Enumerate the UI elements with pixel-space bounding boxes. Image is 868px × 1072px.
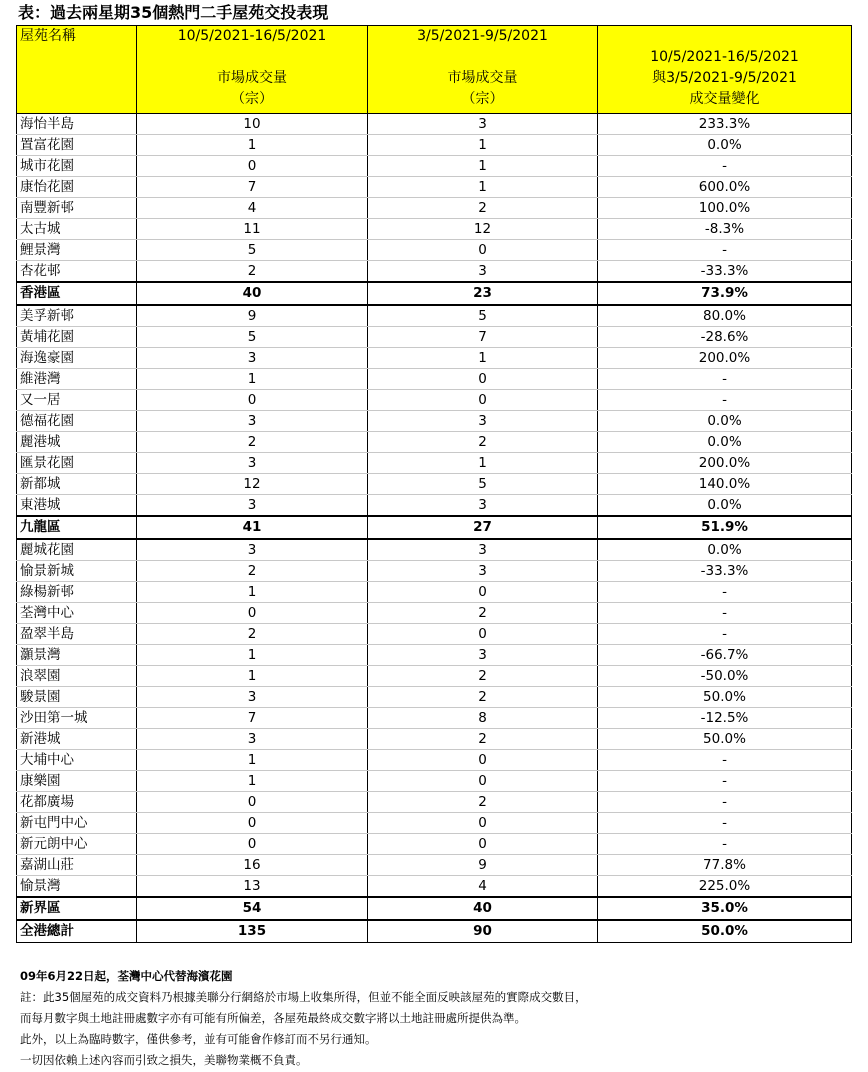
volume-change-cell: -28.6% <box>598 327 852 348</box>
estate-name-cell: 美孚新邨 <box>17 305 137 327</box>
table-row <box>17 390 852 411</box>
volume-change-cell: - <box>598 603 852 624</box>
footnote-replacement: 09年6月22日起，荃灣中心代替海濱花園 <box>20 969 233 983</box>
transaction-table <box>16 25 852 943</box>
table-row <box>17 369 852 390</box>
estate-name-cell: 新港城 <box>17 729 137 750</box>
estate-name-cell: 灝景灣 <box>17 645 137 666</box>
period1-volume-cell: 135 <box>137 920 368 943</box>
volume-change-cell: -33.3% <box>598 261 852 283</box>
period2-volume-cell: 5 <box>368 305 598 327</box>
period1-volume-cell: 1 <box>137 645 368 666</box>
estate-name-cell: 南豐新邨 <box>17 198 137 219</box>
estate-name-cell: 愉景新城 <box>17 561 137 582</box>
table-row <box>17 813 852 834</box>
period1-volume-cell: 1 <box>137 135 368 156</box>
period1-volume-cell: 7 <box>137 177 368 198</box>
estate-name-cell: 新界區 <box>17 897 137 920</box>
header-estate-name: 屋苑名稱 <box>17 26 137 114</box>
volume-change-cell: -66.7% <box>598 645 852 666</box>
table-row <box>17 582 852 603</box>
estate-name-cell: 杏花邨 <box>17 261 137 283</box>
volume-change-cell: - <box>598 240 852 261</box>
period1-volume-cell: 3 <box>137 687 368 708</box>
period1-volume-cell: 2 <box>137 432 368 453</box>
period2-volume-cell: 3 <box>368 411 598 432</box>
estate-name-cell: 太古城 <box>17 219 137 240</box>
period2-volume-cell: 0 <box>368 624 598 645</box>
period1-volume-cell: 12 <box>137 474 368 495</box>
table-row <box>17 539 852 561</box>
volume-change-cell: -8.3% <box>598 219 852 240</box>
estate-name-cell: 麗港城 <box>17 432 137 453</box>
estate-name-cell: 沙田第一城 <box>17 708 137 729</box>
subtotal-row <box>17 516 852 539</box>
period2-volume-cell: 8 <box>368 708 598 729</box>
header-change: 10/5/2021-16/5/2021 與3/5/2021-9/5/2021 成交量變化 <box>598 26 852 114</box>
period1-volume-cell: 0 <box>137 813 368 834</box>
table-row <box>17 135 852 156</box>
volume-change-cell: 200.0% <box>598 453 852 474</box>
period1-volume-cell: 16 <box>137 855 368 876</box>
estate-name-cell: 綠楊新邨 <box>17 582 137 603</box>
estate-name-cell: 九龍區 <box>17 516 137 539</box>
subtotal-row <box>17 897 852 920</box>
period2-volume-cell: 9 <box>368 855 598 876</box>
period2-volume-cell: 12 <box>368 219 598 240</box>
estate-name-cell: 匯景花園 <box>17 453 137 474</box>
period2-volume-cell: 1 <box>368 177 598 198</box>
estate-name-cell: 駿景園 <box>17 687 137 708</box>
volume-change-cell: 0.0% <box>598 411 852 432</box>
table-row <box>17 411 852 432</box>
period2-volume-cell: 2 <box>368 198 598 219</box>
table-body <box>17 114 852 943</box>
table-row <box>17 156 852 177</box>
period1-volume-cell: 3 <box>137 539 368 561</box>
table-row <box>17 771 852 792</box>
table-row <box>17 348 852 369</box>
table-row <box>17 453 852 474</box>
estate-name-cell: 康怡花園 <box>17 177 137 198</box>
volume-change-cell: 0.0% <box>598 495 852 517</box>
volume-change-cell: - <box>598 813 852 834</box>
table-row <box>17 495 852 517</box>
estate-name-cell: 嘉湖山莊 <box>17 855 137 876</box>
table-header-row <box>17 26 852 114</box>
period2-volume-cell: 3 <box>368 561 598 582</box>
volume-change-cell: 0.0% <box>598 539 852 561</box>
period1-volume-cell: 7 <box>137 708 368 729</box>
estate-name-cell: 盈翠半島 <box>17 624 137 645</box>
table-row <box>17 177 852 198</box>
estate-name-cell: 花都廣場 <box>17 792 137 813</box>
estate-name-cell: 新屯門中心 <box>17 813 137 834</box>
estate-name-cell: 新元朗中心 <box>17 834 137 855</box>
volume-change-cell: 73.9% <box>598 282 852 305</box>
estate-name-cell: 置富花園 <box>17 135 137 156</box>
period2-volume-cell: 7 <box>368 327 598 348</box>
estate-name-cell: 香港區 <box>17 282 137 305</box>
footnote-line: 一切因依賴上述內容而引致之損失，美聯物業概不負責。 <box>20 1053 308 1067</box>
period2-volume-cell: 0 <box>368 390 598 411</box>
estate-name-cell: 又一居 <box>17 390 137 411</box>
volume-change-cell: -12.5% <box>598 708 852 729</box>
total-row <box>17 920 852 943</box>
period2-volume-cell: 2 <box>368 792 598 813</box>
volume-change-cell: 35.0% <box>598 897 852 920</box>
period2-volume-cell: 23 <box>368 282 598 305</box>
period1-volume-cell: 0 <box>137 834 368 855</box>
period2-volume-cell: 3 <box>368 261 598 283</box>
header-period-2: 3/5/2021-9/5/2021 市場成交量 （宗） <box>368 26 598 114</box>
period2-volume-cell: 2 <box>368 729 598 750</box>
estate-name-cell: 東港城 <box>17 495 137 517</box>
estate-name-cell: 黃埔花園 <box>17 327 137 348</box>
volume-change-cell: - <box>598 750 852 771</box>
period1-volume-cell: 5 <box>137 240 368 261</box>
period2-volume-cell: 1 <box>368 135 598 156</box>
volume-change-cell: - <box>598 771 852 792</box>
period2-volume-cell: 0 <box>368 750 598 771</box>
table-row <box>17 198 852 219</box>
estate-name-cell: 德福花園 <box>17 411 137 432</box>
volume-change-cell: 0.0% <box>598 135 852 156</box>
period2-volume-cell: 90 <box>368 920 598 943</box>
period1-volume-cell: 0 <box>137 603 368 624</box>
table-row <box>17 708 852 729</box>
footnotes <box>20 966 587 1071</box>
estate-name-cell: 新都城 <box>17 474 137 495</box>
period1-volume-cell: 11 <box>137 219 368 240</box>
volume-change-cell: - <box>598 624 852 645</box>
subtotal-row <box>17 282 852 305</box>
period2-volume-cell: 1 <box>368 453 598 474</box>
volume-change-cell: 51.9% <box>598 516 852 539</box>
table-row <box>17 219 852 240</box>
period1-volume-cell: 41 <box>137 516 368 539</box>
period1-volume-cell: 5 <box>137 327 368 348</box>
volume-change-cell: 50.0% <box>598 687 852 708</box>
period2-volume-cell: 3 <box>368 495 598 517</box>
estate-name-cell: 維港灣 <box>17 369 137 390</box>
period1-volume-cell: 3 <box>137 348 368 369</box>
table-row <box>17 645 852 666</box>
estate-name-cell: 大埔中心 <box>17 750 137 771</box>
footnote-line: 而每月數字與土地註冊處數字亦有可能有所偏差，各屋苑最終成交數字將以土地註冊處所提供為準。 <box>20 1011 526 1025</box>
period2-volume-cell: 0 <box>368 369 598 390</box>
period1-volume-cell: 1 <box>137 666 368 687</box>
footnote-line: 註：此35個屋苑的成交資料乃根據美聯分行網絡於市場上收集所得，但並不能全面反映該屋苑的實際成交數目， <box>20 990 587 1004</box>
table-row <box>17 876 852 898</box>
table-row <box>17 432 852 453</box>
period1-volume-cell: 10 <box>137 114 368 135</box>
period1-volume-cell: 1 <box>137 369 368 390</box>
period1-volume-cell: 2 <box>137 561 368 582</box>
period1-volume-cell: 0 <box>137 792 368 813</box>
period1-volume-cell: 40 <box>137 282 368 305</box>
table-row <box>17 603 852 624</box>
estate-name-cell: 城市花園 <box>17 156 137 177</box>
volume-change-cell: -50.0% <box>598 666 852 687</box>
volume-change-cell: 80.0% <box>598 305 852 327</box>
volume-change-cell: 50.0% <box>598 729 852 750</box>
estate-name-cell: 浪翠園 <box>17 666 137 687</box>
period1-volume-cell: 0 <box>137 156 368 177</box>
period1-volume-cell: 4 <box>137 198 368 219</box>
volume-change-cell: 140.0% <box>598 474 852 495</box>
estate-name-cell: 全港總計 <box>17 920 137 943</box>
estate-name-cell: 康樂園 <box>17 771 137 792</box>
volume-change-cell: - <box>598 390 852 411</box>
period2-volume-cell: 0 <box>368 582 598 603</box>
page-title: 表：過去兩星期35個熱門二手屋苑交投表現 <box>18 3 329 22</box>
table-row <box>17 114 852 135</box>
period2-volume-cell: 1 <box>368 156 598 177</box>
volume-change-cell: 50.0% <box>598 920 852 943</box>
volume-change-cell: - <box>598 156 852 177</box>
period1-volume-cell: 1 <box>137 582 368 603</box>
period1-volume-cell: 13 <box>137 876 368 898</box>
period1-volume-cell: 0 <box>137 390 368 411</box>
period2-volume-cell: 1 <box>368 348 598 369</box>
table-row <box>17 327 852 348</box>
period1-volume-cell: 9 <box>137 305 368 327</box>
period1-volume-cell: 1 <box>137 750 368 771</box>
period2-volume-cell: 2 <box>368 432 598 453</box>
period2-volume-cell: 2 <box>368 687 598 708</box>
period2-volume-cell: 3 <box>368 645 598 666</box>
volume-change-cell: 0.0% <box>598 432 852 453</box>
table-row <box>17 261 852 283</box>
volume-change-cell: 200.0% <box>598 348 852 369</box>
period1-volume-cell: 3 <box>137 729 368 750</box>
table-row <box>17 561 852 582</box>
volume-change-cell: 100.0% <box>598 198 852 219</box>
volume-change-cell: - <box>598 834 852 855</box>
table-row <box>17 729 852 750</box>
table-row <box>17 474 852 495</box>
estate-name-cell: 麗城花園 <box>17 539 137 561</box>
footnote-line: 此外，以上為臨時數字，僅供參考，並有可能會作修訂而不另行通知。 <box>20 1032 377 1046</box>
period2-volume-cell: 0 <box>368 813 598 834</box>
table-row <box>17 666 852 687</box>
volume-change-cell: 600.0% <box>598 177 852 198</box>
header-period-1: 10/5/2021-16/5/2021 市場成交量 （宗） <box>137 26 368 114</box>
table-row <box>17 240 852 261</box>
volume-change-cell: 77.8% <box>598 855 852 876</box>
period1-volume-cell: 2 <box>137 261 368 283</box>
period1-volume-cell: 54 <box>137 897 368 920</box>
period2-volume-cell: 27 <box>368 516 598 539</box>
period2-volume-cell: 40 <box>368 897 598 920</box>
table-row <box>17 305 852 327</box>
volume-change-cell: 225.0% <box>598 876 852 898</box>
table-row <box>17 750 852 771</box>
estate-name-cell: 海怡半島 <box>17 114 137 135</box>
period2-volume-cell: 0 <box>368 834 598 855</box>
period2-volume-cell: 2 <box>368 666 598 687</box>
estate-name-cell: 荃灣中心 <box>17 603 137 624</box>
estate-name-cell: 海逸豪園 <box>17 348 137 369</box>
period1-volume-cell: 3 <box>137 495 368 517</box>
volume-change-cell: 233.3% <box>598 114 852 135</box>
estate-name-cell: 鯉景灣 <box>17 240 137 261</box>
volume-change-cell: - <box>598 582 852 603</box>
period1-volume-cell: 2 <box>137 624 368 645</box>
period2-volume-cell: 3 <box>368 539 598 561</box>
table-row <box>17 624 852 645</box>
volume-change-cell: -33.3% <box>598 561 852 582</box>
volume-change-cell: - <box>598 369 852 390</box>
period2-volume-cell: 4 <box>368 876 598 898</box>
estate-name-cell: 愉景灣 <box>17 876 137 898</box>
period1-volume-cell: 1 <box>137 771 368 792</box>
period2-volume-cell: 5 <box>368 474 598 495</box>
table-row <box>17 855 852 876</box>
period1-volume-cell: 3 <box>137 411 368 432</box>
table-row <box>17 792 852 813</box>
table-row <box>17 687 852 708</box>
period2-volume-cell: 0 <box>368 771 598 792</box>
period2-volume-cell: 3 <box>368 114 598 135</box>
period2-volume-cell: 2 <box>368 603 598 624</box>
period2-volume-cell: 0 <box>368 240 598 261</box>
volume-change-cell: - <box>598 792 852 813</box>
table-row <box>17 834 852 855</box>
period1-volume-cell: 3 <box>137 453 368 474</box>
